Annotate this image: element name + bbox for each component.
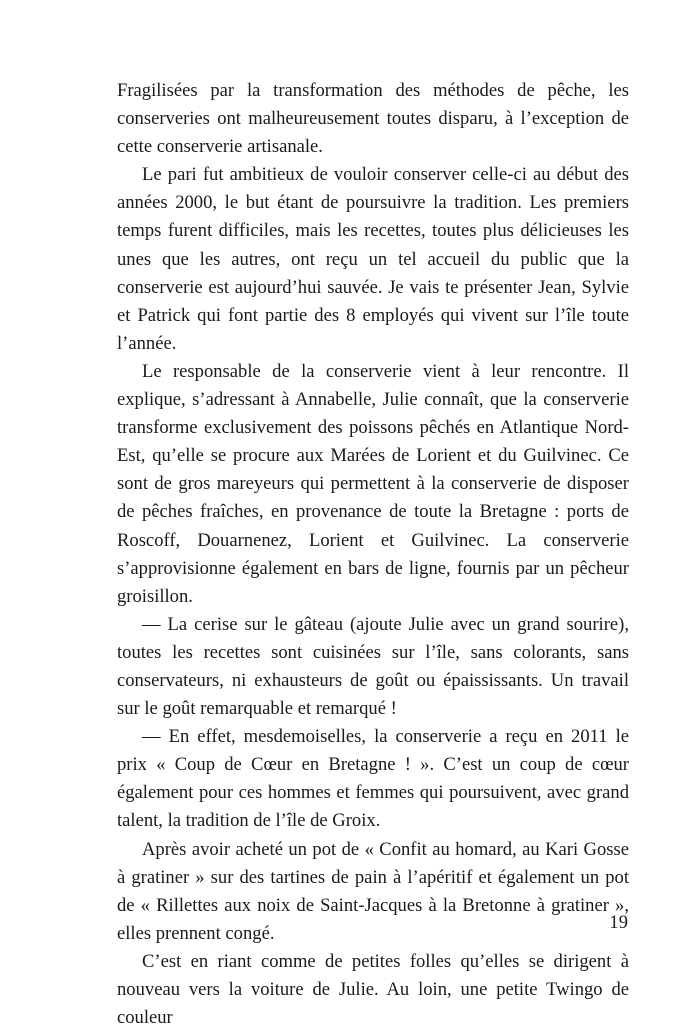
paragraph: Le responsable de la conserverie vient à leur rencontre. Il explique, s’adressant à Annabelle, Julie connaît, que la conserverie transforme exclusivement des poissons pêchés en Atlantique Nord-Est, qu’elle se procure aux Marées de Lorient et du Guilvinec. Ce sont de gros mareyeurs qui permettent à la conserverie de disposer de pêches fraîches, en provenance de toute la Bretagne : ports de Roscoff, Douarnenez, Lorient et Guilvinec. La conserverie s’approvisionne également en bars de ligne, fournis par un pêcheur groisillon. <box>117 360 629 607</box>
paragraph: Le pari fut ambitieux de vouloir conserver celle-ci au début des années 2000, le but étant de poursuivre la tradition. Les premiers temps furent difficiles, mais les recettes, toutes plus délicieuses les unes que les autres, ont reçu un tel accueil du public que la conserverie est aujourd’hui sauvée. Je vais te présenter Jean, Sylvie et Patrick qui font partie des 8 employés qui vivent sur l’île toute l’année. <box>117 164 629 354</box>
dialogue-paragraph: — En effet, mesdemoiselles, la conserverie a reçu en 2011 le prix « Coup de Cœur en Bretagne ! ». C’est un coup de cœur également pour ces hommes et femmes qui poursuivent, avec grand talent, la tradition de l’île de Groix. <box>117 726 629 832</box>
body-text <box>117 77 629 1032</box>
page-number: 19 <box>609 912 628 933</box>
paragraph: Après avoir acheté un pot de « Confit au homard, au Kari Gosse à gratiner » sur des tartines de pain à l’apéritif et également un pot de « Rillettes aux noix de Saint-Jacques à la Bretonne à gratiner », elles prennent congé. <box>117 838 629 944</box>
paragraph: C’est en riant comme de petites folles qu’elles se dirigent à nouveau vers la voiture de Julie. Au loin, une petite Twingo de couleur <box>117 950 629 1029</box>
paragraph: Fragilisées par la transformation des méthodes de pêche, les conserveries ont malheureusement toutes disparu, à l’exception de cette conserverie artisanale. <box>117 80 629 158</box>
dialogue-paragraph: — La cerise sur le gâteau (ajoute Julie avec un grand sourire), toutes les recettes sont cuisinées sur l’île, sans colorants, sans conservateurs, ni exhausteurs de goût ou épaississants. Un travail sur le goût remarquable et remarqué ! <box>117 613 629 720</box>
